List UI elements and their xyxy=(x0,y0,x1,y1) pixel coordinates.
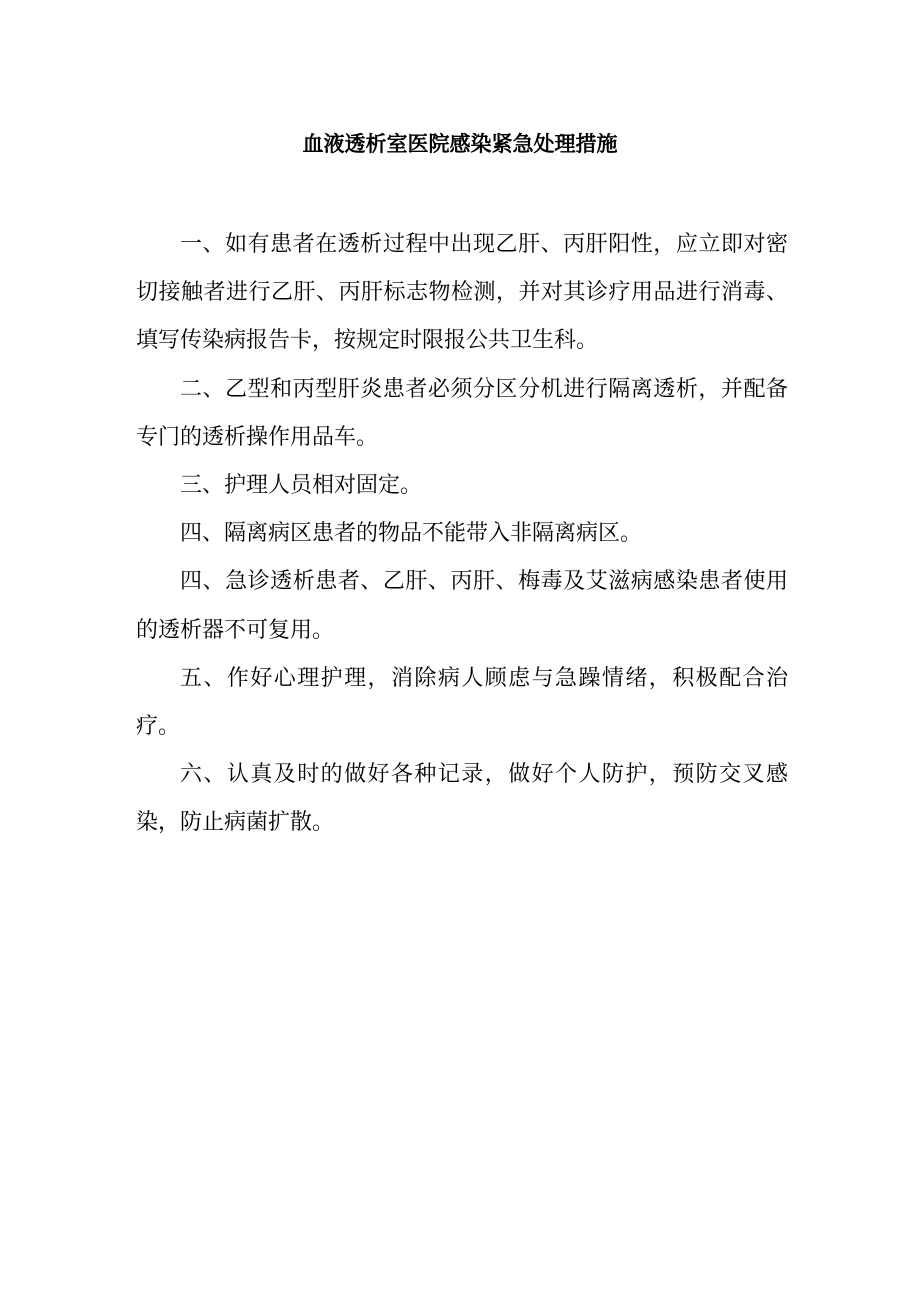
paragraph-3: 三、护理人员相对固定。 xyxy=(180,473,423,499)
paragraph-6: 五、作好心理护理，消除病人顾虑与急躁情绪，积极配合治疗。 xyxy=(136,665,788,740)
document-title: 血液透析室医院感染紧急处理措施 xyxy=(302,132,618,156)
paragraph-1: 一、如有患者在透析过程中出现乙肝、丙肝阳性，应立即对密切接触者进行乙肝、丙肝标志物检测，并对其诊疗用品进行消毒、填写传染病报告卡，按规定时限报公共卫生科。 xyxy=(136,232,788,354)
paragraph-4: 四、隔离病区患者的物品不能带入非隔离病区。 xyxy=(180,521,643,547)
paragraph-5: 四、急诊透析患者、乙肝、丙肝、梅毒及艾滋病感染患者使用的透析器不可复用。 xyxy=(136,569,788,643)
paragraph-2: 二、乙型和丙型肝炎患者必须分区分机进行隔离透析，并配备专门的透析操作用品车。 xyxy=(136,376,788,450)
document-body xyxy=(136,221,788,848)
paragraph-7: 六、认真及时的做好各种记录，做好个人防护，预防交叉感染，防止病菌扩散。 xyxy=(136,762,788,836)
